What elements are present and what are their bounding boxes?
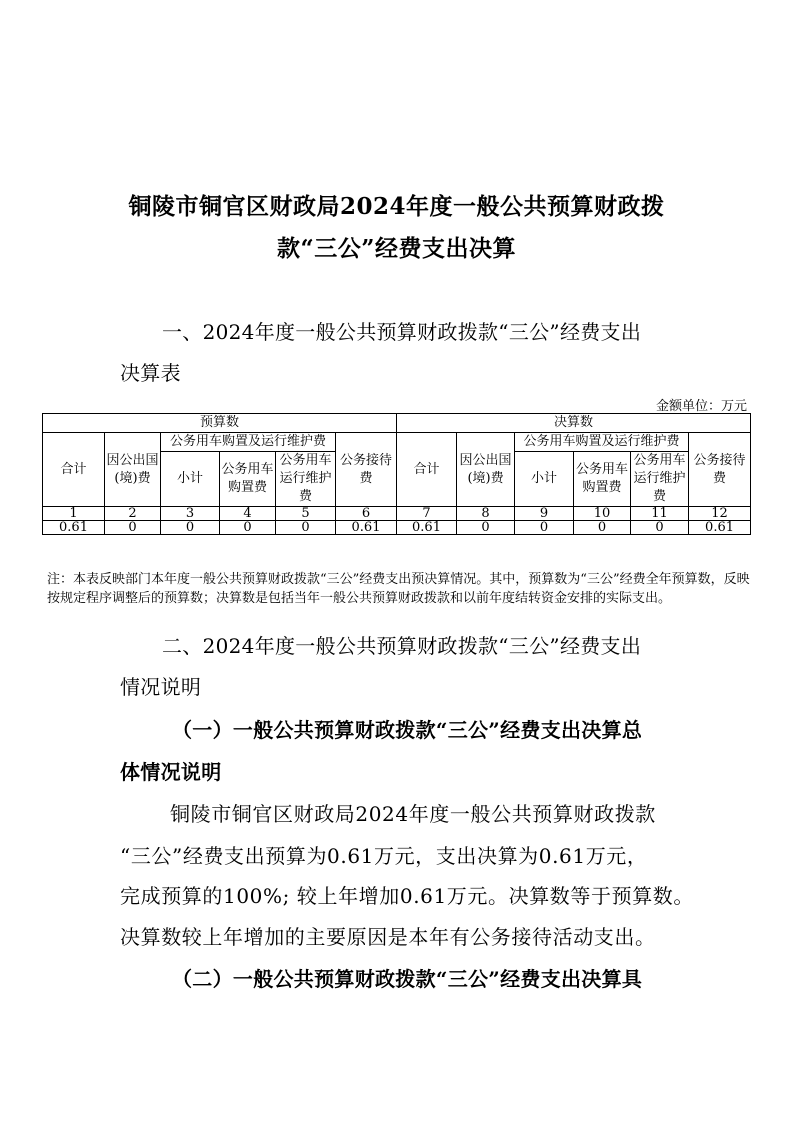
header-budget-vehicle: 公务用车购置及运行维护费 [161,433,336,452]
table-cell: 0.61 [689,521,751,535]
header-final-abroad: 因公出国(境)费 [457,433,515,507]
section-2-heading-cont: 情况说明 [120,675,202,699]
three-public-expenses-table [42,413,751,535]
paragraph-line: 决算数较上年增加的主要原因是本年有公务接待活动支出。 [120,925,656,949]
section-1-heading: 一、2024年度一般公共预算财政拨款“三公”经费支出 [162,320,642,344]
table-cell: 0.61 [336,521,397,535]
header-final-purchase: 公务用车购置费 [574,452,631,507]
table-cell: 0.61 [397,521,457,535]
header-budget-operation: 公务用车运行维护费 [276,452,336,507]
column-number: 2 [105,507,161,521]
column-number: 4 [220,507,276,521]
table-value-row [43,521,751,535]
header-budget: 预算数 [43,414,397,433]
table-cell: 0 [515,521,574,535]
column-number: 10 [574,507,631,521]
table-header-row-columns [43,433,751,452]
subsection-1-heading: （一）一般公共预算财政拨款“三公”经费支出决算总 [172,718,643,742]
table-note: 注：本表反映部门本年度一般公共预算财政拨款“三公”经费支出预决算情况。其中，预算数为“三公”经费全年预算数，反映按规定程序调整后的预算数；决算数是包括当年一般公共预算财政拨款和以前年度结转资金安排的实际支出。 [47,572,750,606]
paragraph-line: 铜陵市铜官区财政局2024年度一般公共预算财政拨款 [170,802,656,826]
document-title-line-1: 铜陵市铜官区财政局2024年度一般公共预算财政拨 [128,193,665,220]
section-1-heading-cont: 决算表 [120,361,181,385]
column-number: 9 [515,507,574,521]
column-number: 12 [689,507,751,521]
table-cell: 0 [220,521,276,535]
table-column-number-row [43,507,751,521]
header-final-operation: 公务用车运行维护费 [631,452,689,507]
amount-unit-label: 金额单位：万元 [655,399,747,414]
column-number: 6 [336,507,397,521]
header-budget-abroad: 因公出国(境)费 [105,433,161,507]
paragraph-line: “三公”经费支出预算为0.61万元，支出决算为0.61万元， [120,844,648,868]
table-cell: 0 [631,521,689,535]
table-cell: 0 [574,521,631,535]
document-title-line-2: 款“三公”经费支出决算 [277,235,516,262]
table-header-row-group [43,414,751,433]
table-cell: 0 [457,521,515,535]
header-budget-purchase: 公务用车购置费 [220,452,276,507]
paragraph-line: 完成预算的100%; 较上年增加0.61万元。决算数等于预算数。 [120,884,695,908]
column-number: 7 [397,507,457,521]
column-number: 8 [457,507,515,521]
header-final-reception: 公务接待费 [689,433,751,507]
header-final-total: 合计 [397,433,457,507]
header-final-subtotal: 小计 [515,452,574,507]
table-cell: 0 [161,521,220,535]
table-cell: 0.61 [43,521,105,535]
table-cell: 0 [105,521,161,535]
header-final-vehicle: 公务用车购置及运行维护费 [515,433,689,452]
subsection-2-heading: （二）一般公共预算财政拨款“三公”经费支出决算具 [172,967,643,991]
table-cell: 0 [276,521,336,535]
section-2-heading: 二、2024年度一般公共预算财政拨款“三公”经费支出 [162,634,642,658]
header-final: 决算数 [397,414,751,433]
header-budget-reception: 公务接待费 [336,433,397,507]
header-budget-subtotal: 小计 [161,452,220,507]
column-number: 1 [43,507,105,521]
column-number: 11 [631,507,689,521]
subsection-1-heading-cont: 体情况说明 [120,760,222,784]
column-number: 5 [276,507,336,521]
column-number: 3 [161,507,220,521]
header-budget-total: 合计 [43,433,105,507]
